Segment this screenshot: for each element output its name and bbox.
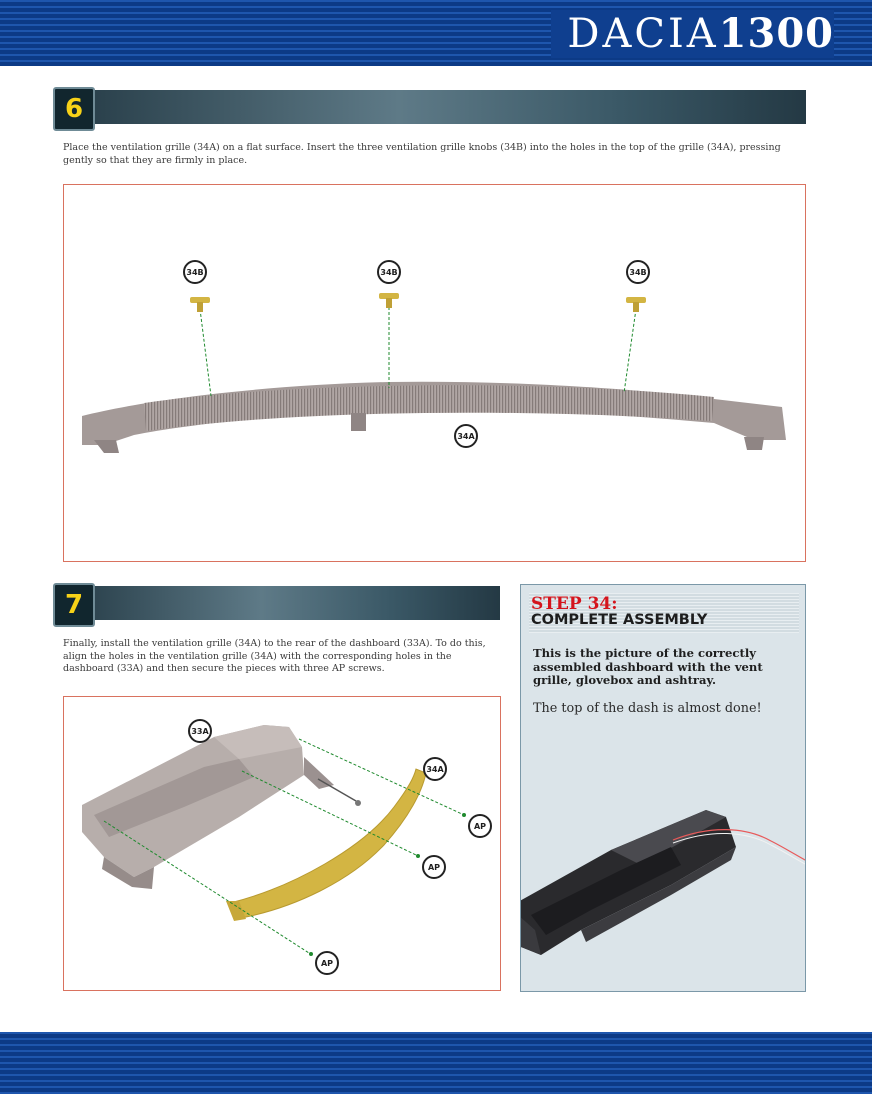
svg-text:AP: AP bbox=[320, 959, 334, 968]
svg-text:AP: AP bbox=[473, 822, 487, 831]
callout-ap-1 bbox=[469, 815, 491, 837]
svg-text:34A: 34A bbox=[457, 432, 475, 441]
sidebar-step-title: STEP 34: bbox=[531, 594, 618, 614]
sidebar-text: The top of the dash is almost done! bbox=[533, 701, 762, 716]
footer-band bbox=[0, 1032, 872, 1094]
brand-logo bbox=[551, 10, 834, 58]
brand-number: 1300 bbox=[718, 10, 834, 57]
sidebar-subtitle: COMPLETE ASSEMBLY bbox=[531, 612, 708, 628]
callout-ap-2 bbox=[423, 856, 445, 878]
svg-text:34B: 34B bbox=[629, 268, 647, 277]
callout-34b-middle bbox=[378, 261, 400, 283]
step7-instructions: Finally, install the ventilation grille (34A) to the rear of the dashboard (33A). To do this, align the holes in the ventilation grille (34A) with the corresponding holes in the dashboard (33A) and then secure the pieces with three AP screws. bbox=[63, 638, 486, 674]
callout-ap-3 bbox=[316, 952, 338, 974]
step6-illustration bbox=[63, 184, 806, 562]
step7-diagram bbox=[64, 697, 500, 990]
svg-text:34B: 34B bbox=[186, 268, 204, 277]
svg-text:AP: AP bbox=[427, 863, 441, 872]
callout-34a bbox=[455, 425, 477, 447]
step6-diagram bbox=[64, 185, 805, 561]
dashboard-33a bbox=[82, 725, 334, 889]
step6-instructions: Place the ventilation grille (34A) on a flat surface. Insert the three ventilation grille knobs (34B) into the holes in the top of the grille (34A), pressing gently so that they are firmly in place. bbox=[63, 142, 781, 166]
step7-illustration bbox=[63, 696, 501, 991]
callout-34a bbox=[424, 758, 446, 780]
callout-34b-right bbox=[627, 261, 649, 283]
svg-text:33A: 33A bbox=[191, 727, 209, 736]
step6-number: 6 bbox=[53, 87, 95, 131]
step7-header-bar bbox=[66, 586, 500, 620]
step7-number: 7 bbox=[53, 583, 95, 627]
callout-34b-left bbox=[184, 261, 206, 283]
callout-33a bbox=[189, 720, 211, 742]
brand-word: DACIA bbox=[567, 11, 719, 57]
sidebar-bold-text: This is the picture of the correctly assembled dashboard with the vent grille, glovebox and ashtray. bbox=[533, 646, 763, 687]
assembled-dashboard-photo bbox=[521, 585, 805, 991]
step6-header-bar bbox=[66, 90, 806, 124]
knob-34b-middle bbox=[379, 293, 399, 308]
svg-text:34A: 34A bbox=[426, 765, 444, 774]
header-band bbox=[0, 0, 872, 66]
svg-text:34B: 34B bbox=[380, 268, 398, 277]
knob-34b-right bbox=[626, 297, 646, 312]
knob-34b-left bbox=[190, 297, 210, 312]
sidebar-panel bbox=[520, 584, 806, 992]
grille-34a bbox=[82, 382, 786, 453]
